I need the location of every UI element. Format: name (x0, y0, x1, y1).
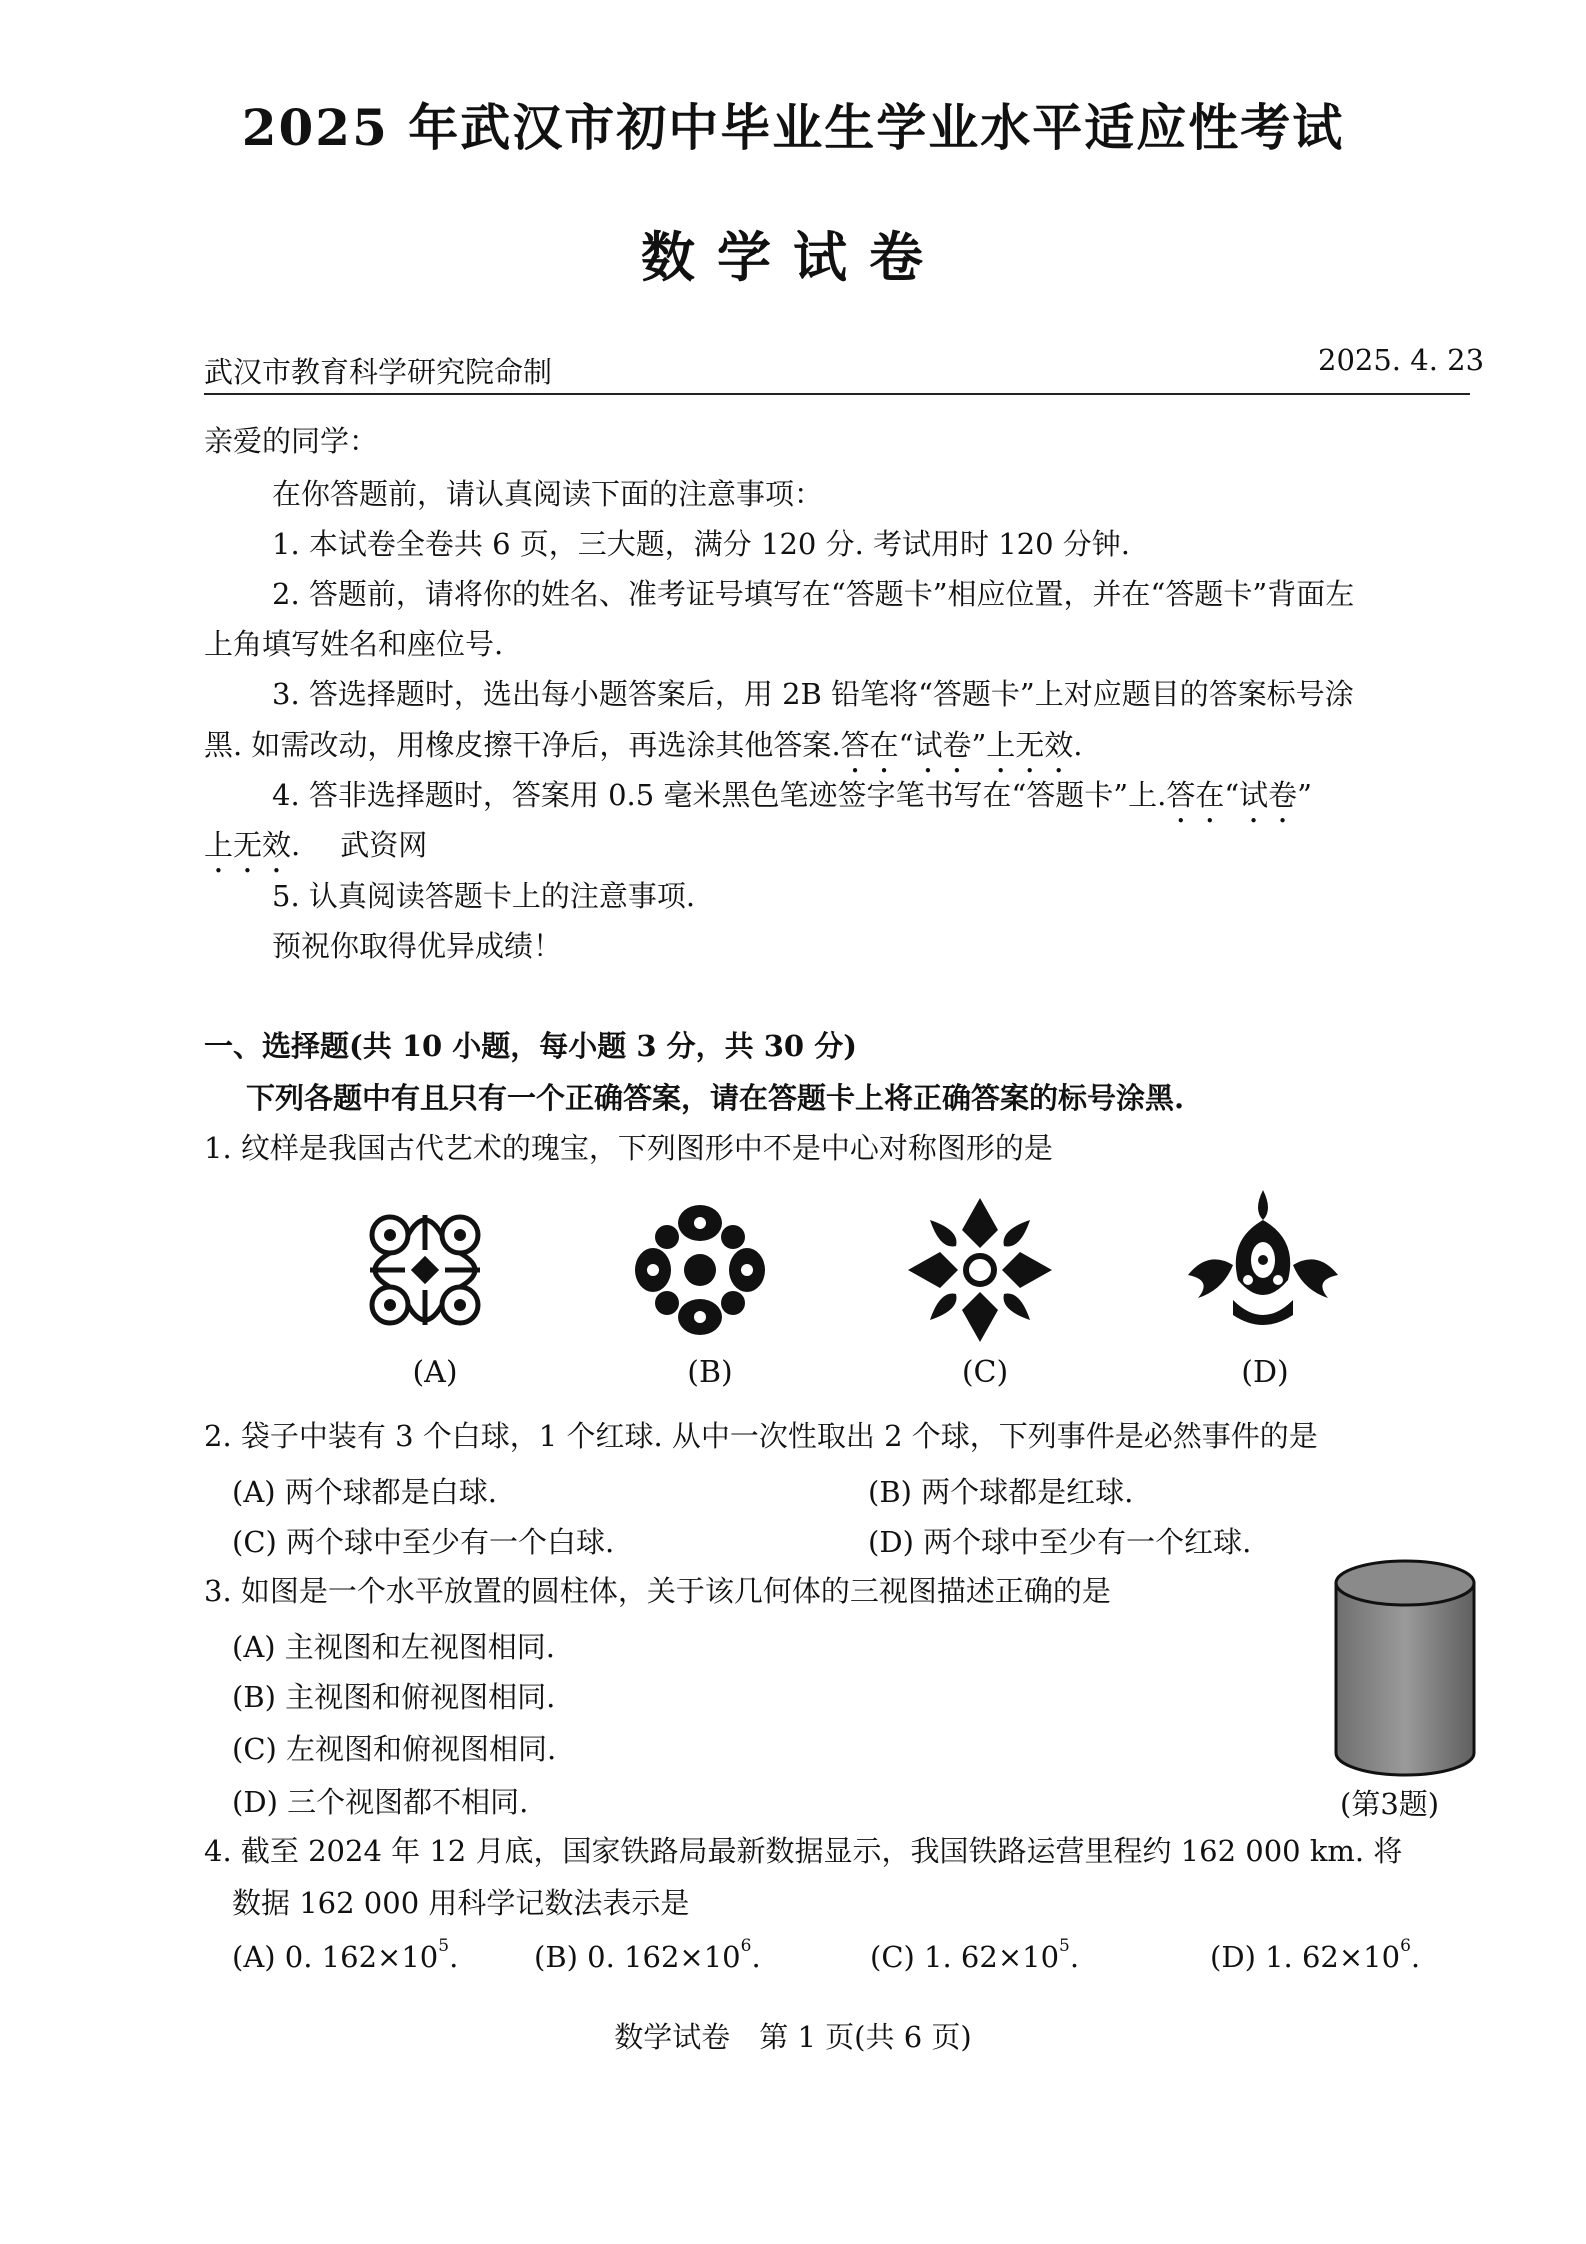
cylinder-figure (1330, 1555, 1480, 1780)
question-4-stem-line2: 数据 162 000 用科学记数法表示是 (232, 1886, 690, 1920)
q4-option-c-base: (C) 1. 62×10 (870, 1940, 1060, 1974)
q4-option-a-exp: 5 (438, 1936, 450, 1956)
q3-option-b: (B) 主视图和俯视图相同. (232, 1680, 556, 1714)
q3-option-a: (A) 主视图和左视图相同. (232, 1630, 556, 1664)
header-rule (204, 393, 1470, 395)
q4-option-a: (A) 0. $162\times 10^5$. (232, 1936, 459, 1974)
q4-option-b-base: (B) 0. 162×10 (534, 1940, 741, 1974)
question-2-stem: 2. 袋子中装有 3 个白球，1 个红球. 从中一次性取出 2 个球，下列事件是必然事件的是 (204, 1419, 1318, 1453)
q4-option-d: (D) 1. $62\times 10^6$. (1210, 1936, 1421, 1974)
section-title: 一、选择题(共 10 小题，每小题 3 分，共 30 分) (204, 1029, 857, 1063)
notice-item-2a: 2. 答题前，请将你的姓名、准考证号填写在“答题卡”相应位置，并在“答题卡”背面左 (272, 577, 1355, 611)
notice-item-4b (204, 828, 427, 880)
pattern-d-icon (1178, 1180, 1348, 1340)
watermark-text: 武资网 (340, 828, 428, 862)
notice-item-3b (204, 728, 1083, 780)
question-1-stem: 1. 纹样是我国古代艺术的瑰宝，下列图形中不是中心对称图形的是 (204, 1131, 1053, 1165)
q1-label-a: (A) (412, 1355, 458, 1390)
q1-label-d: (D) (1241, 1355, 1289, 1390)
section-instruction: 下列各题中有且只有一个正确答案，请在答题卡上将正确答案的标号涂黑. (246, 1081, 1185, 1115)
notice-item-4b-emphasis: 上无效. (204, 828, 301, 862)
notice-item-2b: 上角填写姓名和座位号. (204, 627, 504, 661)
notice-item-3a: 3. 答选择题时，选出每小题答案后，用 2B 铅笔将“答题卡”上对应题目的答案标号涂 (272, 677, 1354, 711)
q3-option-d: (D) 三个视图都不相同. (232, 1785, 529, 1819)
q4-option-c: (C) 1. $62\times 10^5$. (870, 1936, 1080, 1974)
notice-item-5: 5. 认真阅读答题卡上的注意事项. (272, 879, 696, 913)
q4-option-c-exp: 5 (1059, 1936, 1070, 1956)
notice-item-4a-text: 4. 答非选择题时，答案用 0.5 毫米黑色笔迹签字笔书写在“答题卡”上. (272, 778, 1167, 812)
q3-option-c: (C) 左视图和俯视图相同. (232, 1732, 557, 1766)
exam-date: 2025. 4. 23 (1318, 343, 1485, 377)
page-footer: 数学试卷 第 1 页(共 6 页) (614, 2020, 972, 2054)
notice-item-3b-emphasis: 答在“试卷”上无效. (840, 728, 1083, 762)
q3-figure-caption: (第3题) (1340, 1787, 1440, 1821)
q2-option-a: (A) 两个球都是白球. (232, 1475, 498, 1509)
notice-item-3b-text: 黑. 如需改动，用橡皮擦干净后，再选涂其他答案. (204, 728, 841, 762)
notice-intro: 在你答题前，请认真阅读下面的注意事项： (272, 477, 824, 511)
wish: 预祝你取得优异成绩！ (272, 929, 563, 963)
greeting: 亲爱的同学： (204, 424, 379, 458)
q4-option-d-exp: 6 (1400, 1936, 1411, 1956)
notice-item-1: 1. 本试卷全卷共 6 页，三大题，满分 120 分. 考试用时 120 分钟. (272, 527, 1131, 561)
q4-option-d-base: (D) 1. 62×10 (1210, 1940, 1401, 1974)
question-4-stem-line1: 4. 截至 2024 年 12 月底，国家铁路局最新数据显示，我国铁路运营里程约 162 000 km. 将 (204, 1834, 1403, 1868)
paper-subject: 数学试卷 (641, 225, 945, 289)
pattern-b-icon (625, 1195, 775, 1345)
q2-option-d: (D) 两个球中至少有一个红球. (868, 1525, 1252, 1559)
pattern-a-icon (350, 1195, 500, 1345)
question-3-stem: 3. 如图是一个水平放置的圆柱体，关于该几何体的三视图描述正确的是 (204, 1574, 1111, 1608)
pattern-c-icon (900, 1190, 1060, 1350)
exam-title: 2025 年武汉市初中毕业生学业水平适应性考试 (241, 98, 1345, 157)
notice-item-4a-emphasis: 答在“试卷” (1166, 778, 1312, 812)
q4-option-b-exp: 6 (740, 1936, 752, 1956)
q1-label-c: (C) (961, 1355, 1009, 1390)
q1-label-b: (B) (687, 1355, 733, 1390)
q4-option-b: (B) 0. $162\times 10^6$. (534, 1936, 761, 1974)
q2-option-c: (C) 两个球中至少有一个白球. (232, 1525, 615, 1559)
q4-option-a-base: (A) 0. 162×10 (232, 1940, 439, 1974)
issuer: 武汉市教育科学研究院命制 (204, 355, 553, 389)
notice-item-4a (272, 778, 1312, 830)
q2-option-b: (B) 两个球都是红球. (868, 1475, 1134, 1509)
